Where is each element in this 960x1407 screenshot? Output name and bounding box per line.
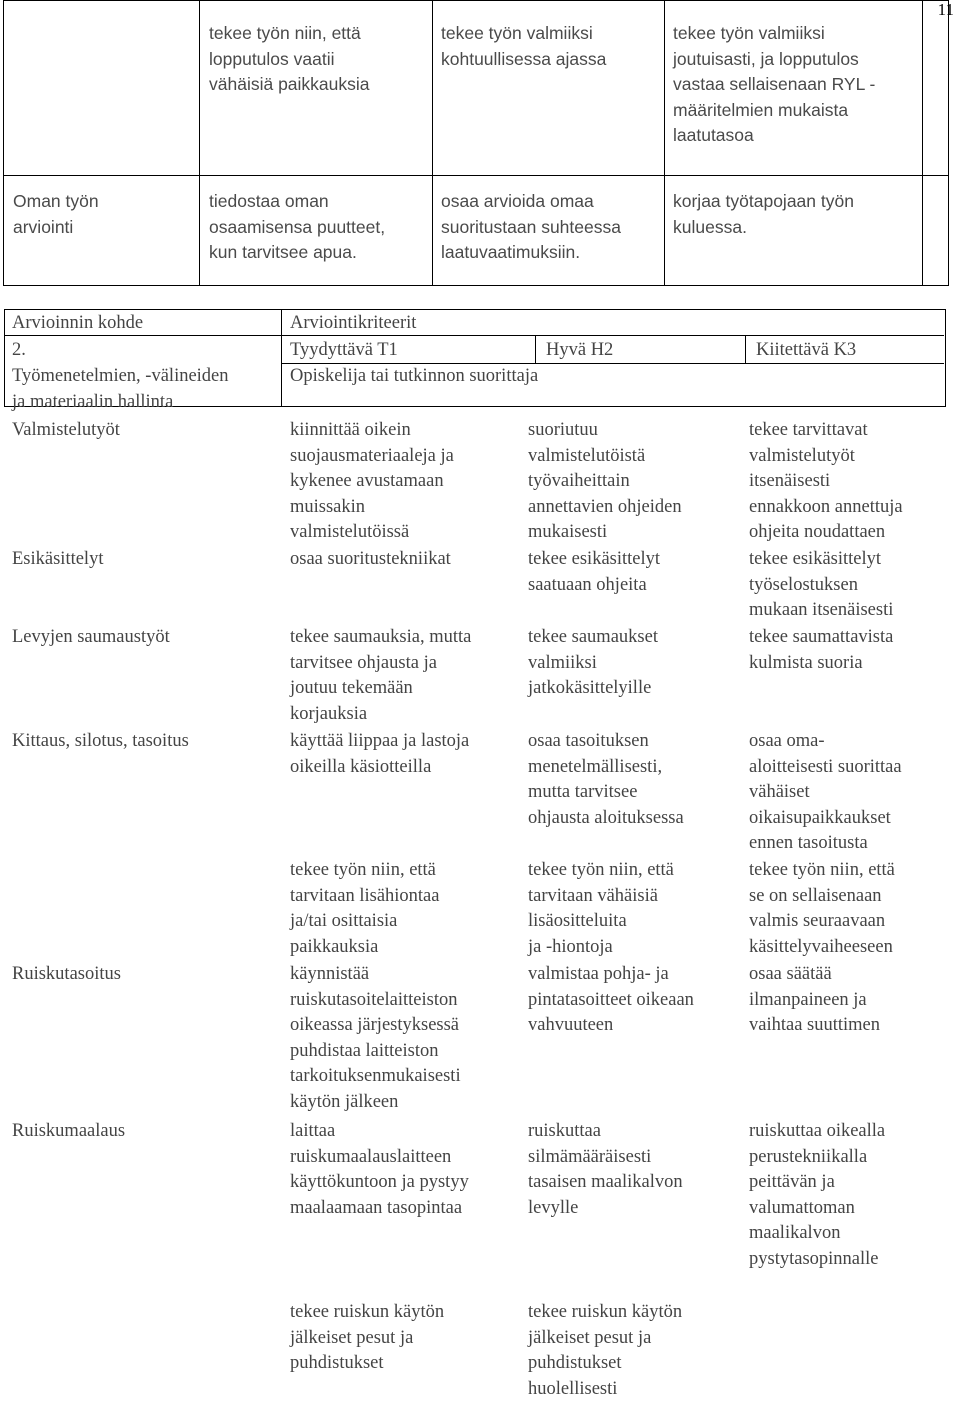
text-line: suoritustaan suhteessa xyxy=(441,216,621,237)
text-line: työvaiheittain xyxy=(528,471,630,492)
text-line: Levyjen saumaustyöt xyxy=(12,627,170,647)
text-line: jatkokäsittelyille xyxy=(528,678,652,699)
text-line: annettavien ohjeiden xyxy=(528,496,682,517)
text-line: käyttää liippaa ja lastoja xyxy=(290,731,470,751)
row-valmistelutyot-t1 xyxy=(290,418,454,546)
text-line: pystytasopinnalle xyxy=(749,1248,879,1269)
t1-r2-c2 xyxy=(209,189,385,266)
text-line: Esikäsittelyt xyxy=(12,549,104,569)
text-line: itsenäisesti xyxy=(749,471,831,492)
text-line: oikeassa järjestyksessä xyxy=(290,1015,460,1036)
text-line: kiinnittää oikein xyxy=(290,420,411,440)
row-esikasittelyt-t1 xyxy=(290,547,451,573)
text-line: lisäositteluita xyxy=(528,911,627,932)
text-line: mukaisesti xyxy=(528,522,608,543)
text-line: joutuisasti, ja lopputulos xyxy=(673,48,859,69)
row-esikasittelyt-h2 xyxy=(528,547,660,598)
text-line: tarkoituksenmukaisesti xyxy=(290,1066,461,1087)
text-line: tekee ruiskun käytön xyxy=(290,1302,445,1322)
text-line: osaa arvioida omaa xyxy=(441,191,594,211)
text-line: valmistaa pohja- ja xyxy=(528,964,669,984)
text-line: pintatasoitteet oikeaan xyxy=(528,989,694,1010)
row-ruiskumaalaus-h2 xyxy=(528,1119,683,1221)
row-levyjen-saumaustyot-label xyxy=(12,625,170,651)
text-line: korjaa työtapojaan työn xyxy=(673,191,854,211)
text-line: kykenee avustamaan xyxy=(290,471,444,492)
row-ruiskutasoitus-k3 xyxy=(749,962,880,1039)
text-line: tekee saumauksia, mutta xyxy=(290,627,472,647)
t1-r2-c1 xyxy=(13,189,99,240)
text-line: tekee työn niin, että xyxy=(290,860,436,880)
text-line: se on sellaisenaan xyxy=(749,885,882,906)
text-line: käyttökuntoon ja pystyy xyxy=(290,1172,469,1193)
text-line: aloitteisesti suorittaa xyxy=(749,756,902,777)
text-line: silmämääräisesti xyxy=(528,1146,652,1167)
text-line: laatuvaatimuksiin. xyxy=(441,242,581,262)
text-line: tiedostaa oman xyxy=(209,191,329,211)
text-line: tekee työn valmiiksi xyxy=(673,23,825,43)
text-line: paikkauksia xyxy=(290,936,379,957)
text-line: ohjeita noudattaen xyxy=(749,522,886,543)
text-line: huolellisesti xyxy=(528,1378,618,1399)
text-line: ruiskuttaa oikealla xyxy=(749,1121,886,1141)
page-number: 11 xyxy=(937,0,954,19)
text-line: muissakin xyxy=(290,496,366,517)
text-line: oikaisupaikkaukset xyxy=(749,807,891,828)
row-levyjen-saumaustyot-h2 xyxy=(528,625,658,702)
text-line: jälkeiset pesut ja xyxy=(290,1327,414,1348)
text-line: peittävän ja xyxy=(749,1172,835,1193)
row-esikasittelyt-k3 xyxy=(749,547,893,624)
row-ruiskutasoitus-h2 xyxy=(528,962,694,1039)
row-kittaus-silotus-tasoitus-k3 xyxy=(749,729,902,857)
row-valmistelutyot-k3 xyxy=(749,418,903,546)
t1-r1-c4 xyxy=(673,21,875,149)
text-line: arviointi xyxy=(13,216,74,237)
text-line: käsittelyvaiheeseen xyxy=(749,936,893,957)
row-ruiskumaalaus-label xyxy=(12,1119,125,1145)
text-line: mukaan itsenäisesti xyxy=(749,600,894,621)
text-line: menetelmällisesti, xyxy=(528,756,663,777)
text-line: ruiskumaalauslaitteen xyxy=(290,1146,452,1167)
text-line: vähäisiä paikkauksia xyxy=(209,74,370,94)
header-number: 2. xyxy=(12,340,26,360)
text-line: maalikalvon xyxy=(749,1223,841,1244)
text-line: tekee työn valmiiksi xyxy=(441,23,593,43)
text-line: kohtuullisessa ajassa xyxy=(441,48,607,69)
text-line: puhdistukset xyxy=(290,1353,384,1374)
text-line: laatutasoa xyxy=(673,125,754,145)
text-line: laittaa xyxy=(290,1121,336,1141)
row-kittaus-jatko-k3 xyxy=(749,858,895,960)
text-line: tarvitaan lisähiontaa xyxy=(290,885,440,906)
text-line: kun tarvitsee apua. xyxy=(209,242,357,262)
text-line: ruiskuttaa xyxy=(528,1121,601,1141)
text-line: käynnistää xyxy=(290,964,370,984)
text-line: vaihtaa suuttimen xyxy=(749,1015,881,1036)
text-line: valmistelutyöt xyxy=(749,445,855,466)
header-h2: Hyvä H2 xyxy=(546,340,614,360)
text-line: valmistelutöissä xyxy=(290,522,410,543)
t1-r1-c2 xyxy=(209,21,370,98)
text-line: ilmanpaineen ja xyxy=(749,989,867,1010)
text-line: tekee ruiskun käytön xyxy=(528,1302,683,1322)
text-line: puhdistukset xyxy=(528,1353,622,1374)
text-line: ennen tasoitusta xyxy=(749,833,868,854)
row-ruiskumaalaus-jatko-t1 xyxy=(290,1300,444,1377)
text-line: ennakkoon annettuja xyxy=(749,496,903,517)
header-t1: Tyydyttävä T1 xyxy=(290,340,398,360)
text-line: tarvitaan vähäisiä xyxy=(528,885,658,906)
text-line: valmistelutöistä xyxy=(528,445,646,466)
text-line: suojausmateriaaleja ja xyxy=(290,445,454,466)
text-line: vastaa sellaisenaan RYL - xyxy=(673,74,876,94)
text-line: tekee työn niin, että xyxy=(209,23,361,43)
text-line: tekee esikäsittelyt xyxy=(528,549,661,569)
text-line: vähäiset xyxy=(749,782,810,803)
text-line: mutta tarvitsee xyxy=(528,782,638,803)
text-line: käytön jälkeen xyxy=(290,1091,399,1112)
text-line: osaa oma- xyxy=(749,731,825,751)
header-k3: Kiitettävä K3 xyxy=(756,340,857,360)
text-line: perustekniikalla xyxy=(749,1146,868,1167)
text-line: maalaamaan tasopintaa xyxy=(290,1197,463,1218)
text-line: osaamisensa puutteet, xyxy=(209,216,386,237)
text-line: puhdistaa laitteiston xyxy=(290,1040,439,1061)
row-valmistelutyot-label xyxy=(12,418,120,444)
row-ruiskumaalaus-t1 xyxy=(290,1119,469,1221)
row-esikasittelyt-label xyxy=(12,547,103,573)
text-line: Oman työn xyxy=(13,191,99,211)
header-opiskelija: Opiskelija tai tutkinnon suorittaja xyxy=(290,366,539,386)
row-ruiskumaalaus-k3 xyxy=(749,1119,885,1273)
text-line: kuluessa. xyxy=(673,216,747,237)
text-line: tekee tarvittavat xyxy=(749,420,868,440)
text-line: saatuaan ohjeita xyxy=(528,574,647,595)
text-line: tekee saumattavista xyxy=(749,627,894,647)
text-line: ohjausta aloituksessa xyxy=(528,807,684,828)
text-line: Ruiskutasoitus xyxy=(12,964,121,984)
text-line: ja -hiontoja xyxy=(528,936,613,957)
t1-r1-c3 xyxy=(441,21,606,72)
row-ruiskutasoitus-label xyxy=(12,962,121,988)
row-valmistelutyot-h2 xyxy=(528,418,682,546)
row-kittaus-silotus-tasoitus-t1 xyxy=(290,729,469,780)
text-line: Työmenetelmien, -välineiden xyxy=(12,366,229,386)
text-line: valmis seuraavaan xyxy=(749,911,886,932)
assessment-table-top xyxy=(3,0,949,286)
row-ruiskutasoitus-t1 xyxy=(290,962,461,1116)
text-line: osaa tasoituksen xyxy=(528,731,649,751)
t1-r2-c3 xyxy=(441,189,621,266)
text-line: jälkeiset pesut ja xyxy=(528,1327,652,1348)
text-line: tekee työn niin, että xyxy=(749,860,895,880)
row-kittaus-silotus-tasoitus-label xyxy=(12,729,189,755)
row-kittaus-jatko-t1 xyxy=(290,858,439,960)
text-line: tekee saumaukset xyxy=(528,627,658,647)
text-line: Valmistelutyöt xyxy=(12,420,120,440)
text-line: oikeilla käsiotteilla xyxy=(290,756,432,777)
text-line: määritelmien mukaista xyxy=(673,99,849,120)
text-line: osaa suoritustekniikat xyxy=(290,549,451,569)
text-line: tekee työn niin, että xyxy=(528,860,674,880)
row-kittaus-silotus-tasoitus-h2 xyxy=(528,729,684,831)
text-line: korjauksia xyxy=(290,703,368,724)
row-ruiskumaalaus-jatko-h2 xyxy=(528,1300,682,1402)
text-line: valumattoman xyxy=(749,1197,855,1218)
text-line: suoriutuu xyxy=(528,420,598,440)
text-line: vahvuuteen xyxy=(528,1015,614,1036)
text-line: joutuu tekemään xyxy=(290,678,413,699)
text-line: kulmista suoria xyxy=(749,652,863,673)
text-line: levylle xyxy=(528,1197,579,1218)
row-levyjen-saumaustyot-k3 xyxy=(749,625,893,676)
text-line: Ruiskumaalaus xyxy=(12,1121,126,1141)
header-kriteerit: Arviointikriteerit xyxy=(290,313,417,333)
text-line: lopputulos vaatii xyxy=(209,48,335,69)
header-kohde: Arvioinnin kohde xyxy=(12,313,144,333)
text-line: valmiiksi xyxy=(528,652,597,673)
text-line: tasaisen maalikalvon xyxy=(528,1172,683,1193)
text-line: osaa säätää xyxy=(749,964,832,984)
text-line: tekee esikäsittelyt xyxy=(749,549,882,569)
text-line: tarvitsee ohjausta ja xyxy=(290,652,437,673)
row-levyjen-saumaustyot-t1 xyxy=(290,625,471,727)
text-line: ruiskutasoitelaitteiston xyxy=(290,989,458,1010)
text-line: työselostuksen xyxy=(749,574,858,595)
text-line: ja materiaalin hallinta xyxy=(12,391,174,412)
row-kittaus-jatko-h2 xyxy=(528,858,674,960)
t1-r2-c4 xyxy=(673,189,854,240)
header-area xyxy=(12,364,229,415)
text-line: ja/tai osittaisia xyxy=(290,911,398,932)
text-line: Kittaus, silotus, tasoitus xyxy=(12,731,189,751)
